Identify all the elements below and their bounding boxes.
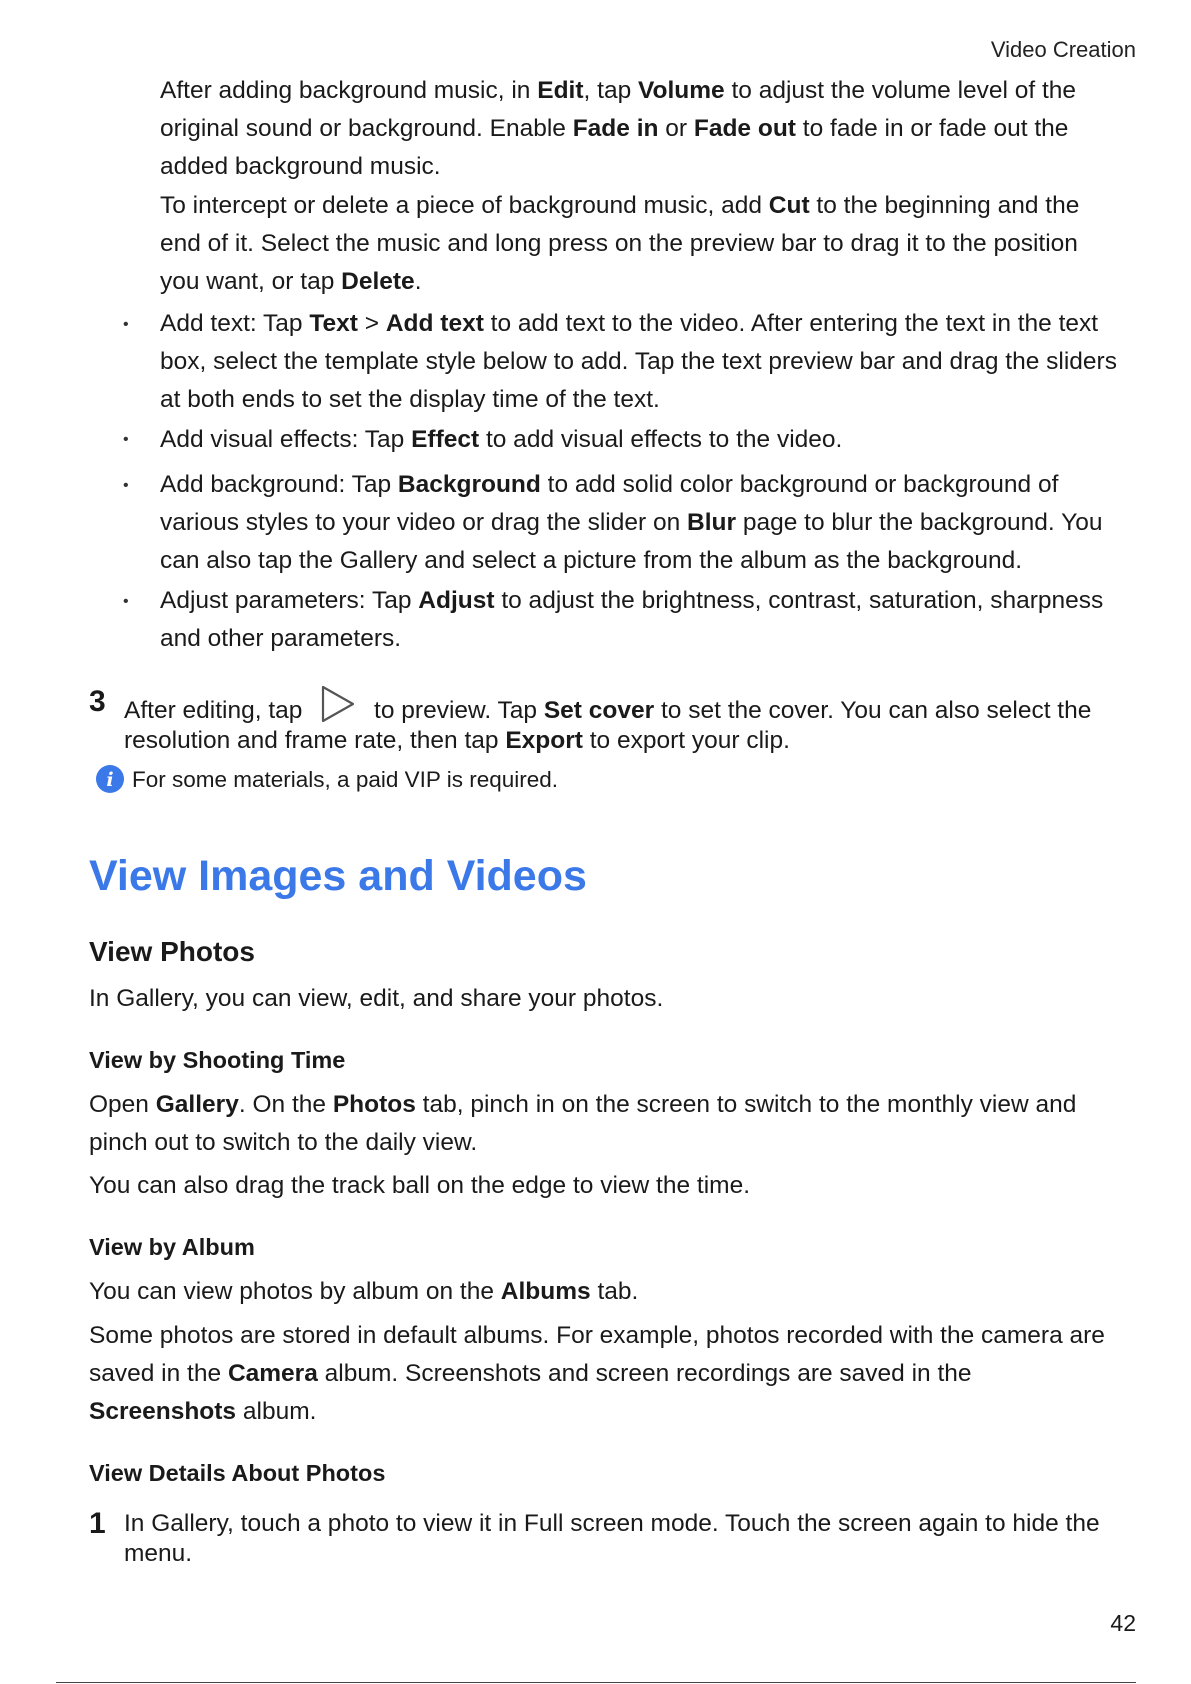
section-title: View Images and Videos (89, 852, 587, 900)
info-icon (96, 765, 124, 793)
step-number: 1 (89, 1507, 106, 1540)
step-3-text: After editing, tap to preview. Tap Set cover to set the cover. You can also select the resolution and frame rate, then tap Export to export your clip. (124, 684, 1124, 756)
bullet-add-text: Add text: Tap Text > Add text to add text to the video. After entering the text in the text box, select the template style below to add. Tap the text preview bar and drag the sliders at both ends to set the display time of the text. (160, 310, 1117, 413)
note-text: For some materials, a paid VIP is required. (132, 767, 559, 792)
step-1-text: In Gallery, touch a photo to view it in Full screen mode. Touch the screen again to hide the menu. (124, 1510, 1100, 1567)
paragraph-track-ball: You can also drag the track ball on the edge to view the time. (89, 1172, 751, 1199)
bullet-dot: • (123, 316, 129, 333)
paragraph-volume: After adding background music, in Edit, tap Volume to adjust the volume level of the original sound or background. Enable Fade in or Fade out to fade in or fade out the added background music. (160, 77, 1077, 180)
bullet-visual-effects: Add visual effects: Tap Effect to add visual effects to the video. (160, 426, 843, 453)
intro-text: In Gallery, you can view, edit, and share your photos. (89, 985, 664, 1012)
footer-rule (56, 1682, 1136, 1683)
paragraph-cut: To intercept or delete a piece of background music, add Cut to the beginning and the end of it. Select the music and long press on the preview bar to drag it to the position you want, or tap Delete. (160, 192, 1080, 295)
heading-photo-details: View Details About Photos (89, 1460, 386, 1486)
paragraph-shooting-time: Open Gallery. On the Photos tab, pinch in on the screen to switch to the monthly view and pinch out to switch to the daily view. (89, 1091, 1077, 1156)
bullet-dot: • (123, 593, 129, 610)
paragraph-albums-tab: You can view photos by album on the Albums tab. (89, 1278, 639, 1305)
step-number: 3 (89, 685, 106, 718)
bullet-dot: • (123, 431, 129, 448)
bullet-background: Add background: Tap Background to add solid color background or background of various styles to your video or drag the slider on Blur page to blur the background. You can also tap the Gallery and select a picture from the album as the background. (160, 471, 1103, 574)
running-header: Video Creation (990, 37, 1136, 62)
heading-album: View by Album (89, 1234, 255, 1260)
svg-text:i: i (106, 769, 114, 791)
heading-shooting-time: View by Shooting Time (89, 1047, 346, 1073)
page-number: 42 (1110, 1610, 1136, 1636)
paragraph-default-albums: Some photos are stored in default albums. For example, photos recorded with the camera are saved in the Camera album. Screenshots and screen recordings are saved in the Screenshots album. (89, 1322, 1105, 1425)
bullet-dot: • (123, 477, 129, 494)
bullet-adjust: Adjust parameters: Tap Adjust to adjust the brightness, contrast, saturation, sharpness and other parameters. (160, 587, 1104, 652)
play-icon (315, 684, 361, 724)
subsection-title: View Photos (89, 936, 255, 967)
